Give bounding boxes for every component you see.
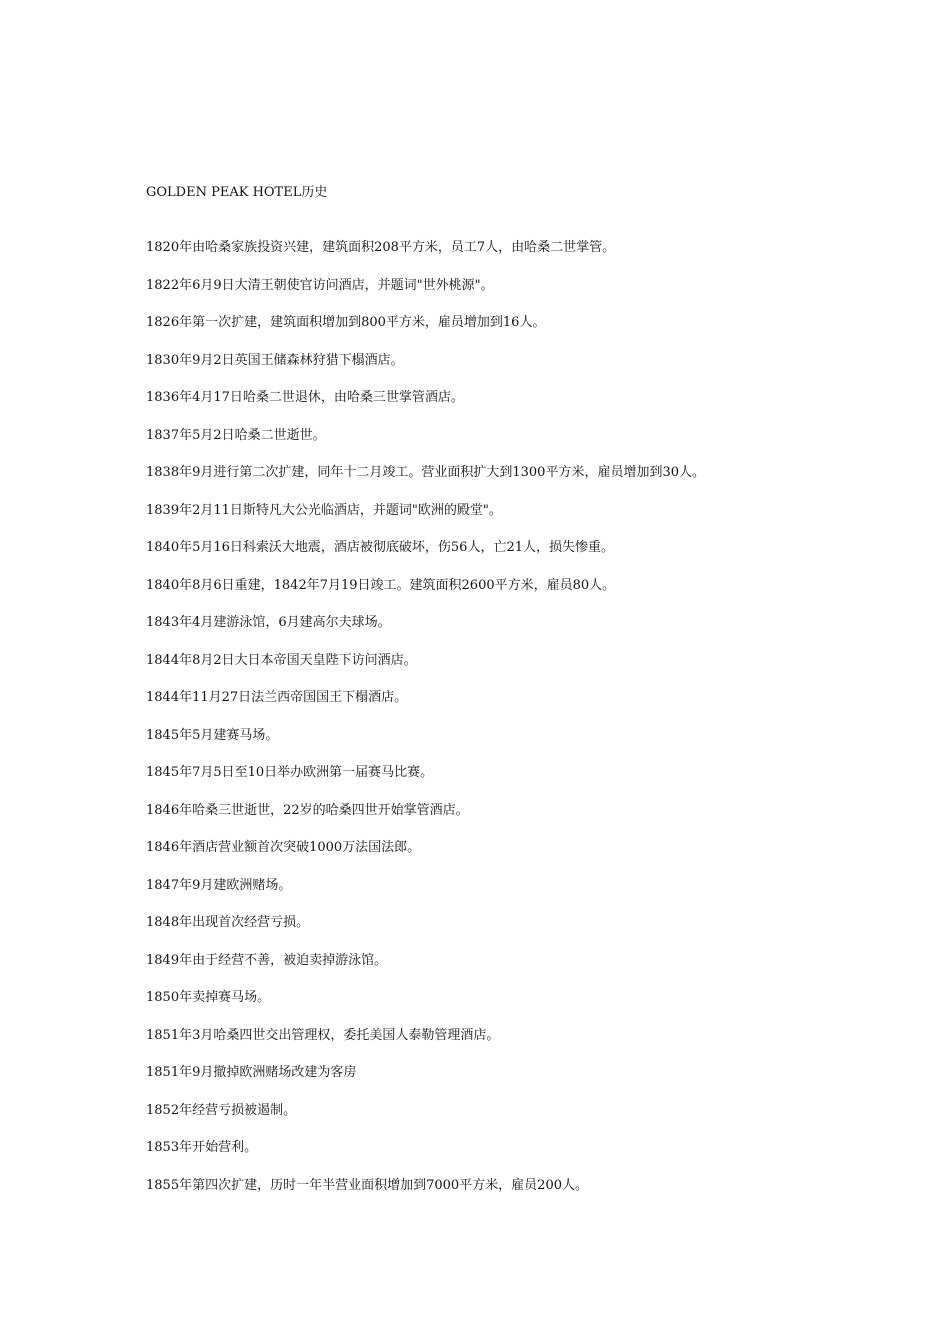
history-entry: 1838年9月进行第二次扩建，同年十二月竣工。营业面积扩大到1300平方米，雇员增加到30人。 — [146, 465, 705, 480]
history-entry: 1845年5月建赛马场。 — [146, 727, 279, 743]
history-entry: 1853年开始营利。 — [146, 1140, 258, 1155]
history-entry: 1840年5月16日科索沃大地震，酒店被彻底破坏，伤56人，亡21人，损失惨重。 — [146, 540, 614, 555]
history-entry: 1848年出现首次经营亏损。 — [146, 915, 310, 930]
history-entry: 1844年8月2日大日本帝国天皇陛下访问酒店。 — [146, 652, 417, 668]
history-entry: 1820年由哈桑家族投资兴建，建筑面积208平方米，员工7人，由哈桑二世掌管。 — [146, 240, 616, 255]
history-entry: 1837年5月2日哈桑二世逝世。 — [146, 427, 326, 443]
history-entries — [146, 239, 705, 1214]
history-entry: 1852年经营亏损被遏制。 — [146, 1102, 297, 1118]
history-entry: 1826年第一次扩建，建筑面积增加到800平方米，雇员增加到16人。 — [146, 315, 546, 330]
document-title: GOLDEN PEAK HOTEL历史 — [146, 185, 328, 200]
history-entry: 1850年卖掉赛马场。 — [146, 990, 271, 1005]
history-entry: 1836年4月17日哈桑二世退休，由哈桑三世掌管酒店。 — [146, 390, 464, 405]
history-entry: 1822年6月9日大清王朝使官访问酒店，并题词"世外桃源"。 — [146, 277, 494, 293]
history-entry: 1851年9月撤掉欧洲赌场改建为客房 — [146, 1065, 357, 1080]
history-entry: 1845年7月5日至10日举办欧洲第一届赛马比赛。 — [146, 765, 434, 780]
history-entry: 1843年4月建游泳馆，6月建高尔夫球场。 — [146, 615, 391, 630]
history-entry: 1855年第四次扩建，历时一年半营业面积增加到7000平方米，雇员200人。 — [146, 1177, 588, 1193]
history-entry: 1844年11月27日法兰西帝国国王下榻酒店。 — [146, 690, 408, 705]
history-entry: 1840年8月6日重建，1842年7月19日竣工。建筑面积2600平方米，雇员80人。 — [146, 577, 616, 593]
history-entry: 1847年9月建欧洲赌场。 — [146, 877, 292, 893]
history-entry: 1846年酒店营业额首次突破1000万法国法郎。 — [146, 840, 421, 855]
history-entry: 1849年由于经营不善，被迫卖掉游泳馆。 — [146, 952, 388, 968]
history-entry: 1830年9月2日英国王储森林狩猎下榻酒店。 — [146, 352, 404, 368]
history-entry: 1839年2月11日斯特凡大公光临酒店，并题词"欧洲的殿堂"。 — [146, 502, 502, 518]
history-entry: 1846年哈桑三世逝世，22岁的哈桑四世开始掌管酒店。 — [146, 802, 469, 818]
history-entry: 1851年3月哈桑四世交出管理权，委托美国人泰勒管理酒店。 — [146, 1027, 500, 1043]
